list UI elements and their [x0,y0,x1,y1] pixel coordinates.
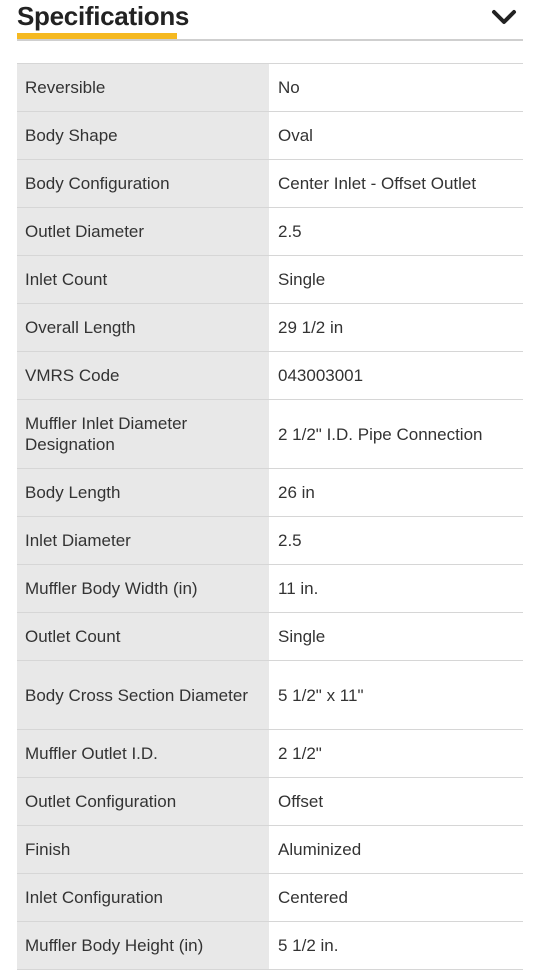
spec-label: Inlet Diameter [17,517,269,565]
spec-label: VMRS Code [17,352,269,400]
header-divider [17,39,523,41]
spec-row [17,613,523,661]
spec-row [17,826,523,874]
spec-row [17,304,523,352]
spec-row [17,112,523,160]
spec-row [17,256,523,304]
spec-row [17,352,523,400]
spec-row [17,874,523,922]
section-title: Specifications [17,1,190,31]
spec-label: Outlet Configuration [17,778,269,826]
spec-value: 5 1/2" x 11" [269,661,523,730]
spec-value: Centered [269,874,523,922]
spec-value: 29 1/2 in [269,304,523,352]
specifications-header[interactable] [17,0,523,42]
spec-value: Offset [269,778,523,826]
spec-label: Body Cross Section Diameter [17,661,269,730]
spec-label: Inlet Count [17,256,269,304]
spec-row [17,208,523,256]
spec-value: No [269,64,523,112]
specifications-table [17,63,523,970]
spec-value: 2.5 [269,208,523,256]
spec-value: 5 1/2 in. [269,922,523,970]
spec-label: Inlet Configuration [17,874,269,922]
spec-value: Aluminized [269,826,523,874]
spec-row [17,778,523,826]
spec-label: Muffler Body Height (in) [17,922,269,970]
spec-value: Center Inlet - Offset Outlet [269,160,523,208]
spec-row [17,565,523,613]
spec-row [17,661,523,730]
spec-value: Single [269,613,523,661]
spec-value: 11 in. [269,565,523,613]
chevron-down-icon[interactable] [491,8,517,26]
spec-label: Outlet Diameter [17,208,269,256]
spec-label: Outlet Count [17,613,269,661]
spec-value: 043003001 [269,352,523,400]
spec-value: Single [269,256,523,304]
spec-row [17,922,523,970]
spec-row [17,469,523,517]
spec-row [17,400,523,469]
spec-row [17,160,523,208]
spec-label: Finish [17,826,269,874]
spec-label: Body Configuration [17,160,269,208]
spec-value: 26 in [269,469,523,517]
spec-row [17,730,523,778]
spec-label: Muffler Inlet Diameter Designation [17,400,269,469]
spec-row [17,64,523,112]
spec-value: 2.5 [269,517,523,565]
spec-label: Reversible [17,64,269,112]
spec-row [17,517,523,565]
spec-label: Muffler Body Width (in) [17,565,269,613]
spec-label: Body Length [17,469,269,517]
spec-value: Oval [269,112,523,160]
spec-value: 2 1/2" [269,730,523,778]
spec-label: Muffler Outlet I.D. [17,730,269,778]
spec-value: 2 1/2" I.D. Pipe Connection [269,400,523,469]
spec-label: Overall Length [17,304,269,352]
spec-label: Body Shape [17,112,269,160]
